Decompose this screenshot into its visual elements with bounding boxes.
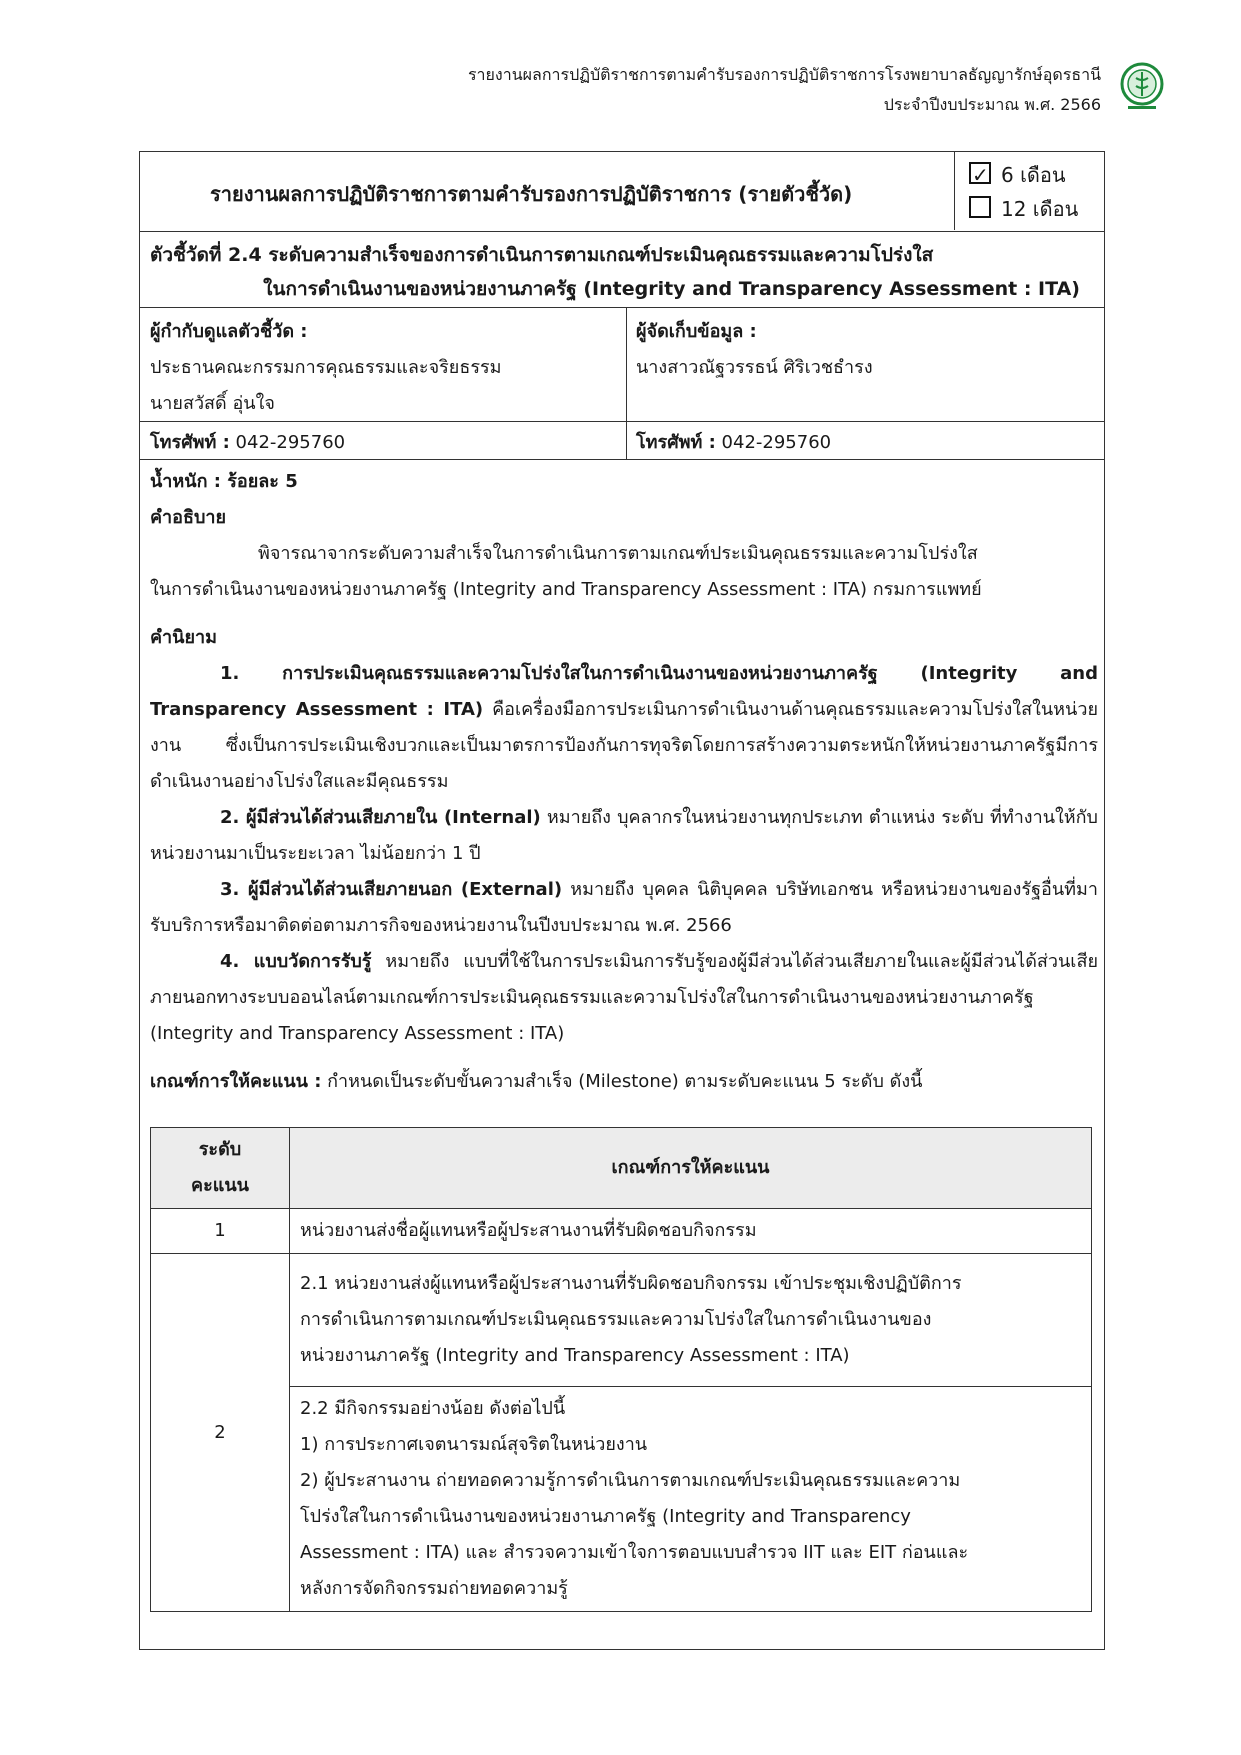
definition-term: 1. การประเมินคุณธรรมและความโปร่งใสในการดำเนินงานของหน่วยงานภาครัฐ (Integrity and Transparency Assessment : ITA) bbox=[150, 663, 1098, 720]
definition-1 bbox=[150, 656, 1098, 800]
criteria-cell bbox=[290, 1387, 1092, 1612]
description-line-1: พิจารณาจากระดับความสำเร็จในการดำเนินการตามเกณฑ์ประเมินคุณธรรมและความโปร่งใส bbox=[258, 543, 978, 564]
report-frame bbox=[139, 151, 1105, 1650]
phone-number: 042-295760 bbox=[229, 432, 346, 453]
criteria-line: 2.1 หน่วยงานส่งผู้แทนหรือผู้ประสานงานที่รับผิดชอบกิจกรรม เข้าประชุมเชิงปฏิบัติการ bbox=[300, 1273, 962, 1294]
scoring-table bbox=[150, 1127, 1092, 1612]
description-line-2: ในการดำเนินงานของหน่วยงานภาครัฐ (Integrity and Transparency Assessment : ITA) กรมการแพทย์ bbox=[150, 579, 982, 600]
criteria-line: การดำเนินการตามเกณฑ์ประเมินคุณธรรมและความโปร่งใสในการดำเนินงานของ bbox=[300, 1309, 932, 1330]
definition-text: หมายถึง แบบที่ใช้ในการประเมินการรับรู้ของผู้มีส่วนได้ส่วนเสียภายในและผู้มีส่วนได้ส่วนเสียภายนอกทางระบบออนไลน์ตามเกณฑ์การประเมินคุณธรรมและความโปร่งใสในการดำเนินงานของหน่วยงานภาครัฐ (Integrity and Transparency Assessment : ITA) bbox=[150, 951, 1098, 1044]
report-title: รายงานผลการปฏิบัติราชการตามคำรับรองการปฏิบัติราชการ (รายตัวชี้วัด) bbox=[210, 182, 853, 206]
description-heading: คำอธิบาย bbox=[150, 507, 227, 528]
collector-phone bbox=[636, 427, 831, 456]
column-divider bbox=[626, 308, 627, 421]
phone-row bbox=[140, 422, 1104, 460]
hospital-emblem-icon bbox=[1116, 60, 1168, 112]
definition-text: หมายถึง บุคคล นิติบุคคล บริษัทเอกชน หรือหน่วยงานของรัฐอื่นที่มารับบริการหรือมาติดต่อตามภารกิจของหน่วยงานในปีงบประมาณ พ.ศ. 2566 bbox=[150, 879, 1098, 936]
indicator-title-line-2: ในการดำเนินงานของหน่วยงานภาครัฐ (Integrity and Transparency Assessment : ITA) bbox=[263, 278, 1080, 300]
level-cell: 2 bbox=[151, 1254, 290, 1612]
scoring-intro bbox=[150, 1064, 1098, 1100]
level-cell: 1 bbox=[151, 1209, 290, 1254]
definition-text: คือเครื่องมือการประเมินการดำเนินงานด้านคุณธรรมและความโปร่งใสในหน่วยงาน ซึ่งเป็นการประเมินเชิงบวกและเป็นมาตรการป้องกันการทุจริตโดยการสร้างความตระหนักให้หน่วยงานภาครัฐมีการดำเนินงานอย่างโปร่งใสและมีคุณธรรม bbox=[150, 699, 1098, 792]
definition-term: 2. ผู้มีส่วนได้ส่วนเสียภายใน (Internal) bbox=[220, 807, 541, 828]
phone-label: โทรศัพท์ : bbox=[150, 432, 230, 453]
definition-term: 3. ผู้มีส่วนได้ส่วนเสียภายนอก (External) bbox=[220, 879, 563, 900]
header-line-2: ประจำปีงบประมาณ พ.ศ. 2566 bbox=[883, 95, 1101, 114]
definition-2 bbox=[150, 800, 1098, 872]
scoring-text: กำหนดเป็นระดับขั้นความสำเร็จ (Milestone) ตามระดับคะแนน 5 ระดับ ดังนี้ bbox=[321, 1071, 923, 1092]
criteria-cell: หน่วยงานส่งชื่อผู้แทนหรือผู้ประสานงานที่รับผิดชอบกิจกรรม bbox=[290, 1209, 1092, 1254]
level-header-line-1: ระดับ bbox=[198, 1139, 242, 1160]
weight: น้ำหนัก : ร้อยละ 5 bbox=[150, 471, 298, 492]
criteria-line: 2.2 มีกิจกรรมอย่างน้อย ดังต่อไปนี้ bbox=[300, 1398, 566, 1419]
collector-cell bbox=[636, 314, 873, 386]
title-row bbox=[140, 152, 1104, 232]
criteria-line: 1) การประกาศเจตนารมณ์สุจริตในหน่วยงาน bbox=[300, 1434, 648, 1455]
definition-text: หมายถึง บุคลากรในหน่วยงานทุกประเภท ตำแหน่ง ระดับ ที่ทำงานให้กับหน่วยงานมาเป็นระยะเวลา ไม่น้อยกว่า 1 ปี bbox=[150, 807, 1098, 864]
table-header-row bbox=[151, 1128, 1092, 1209]
supervisor-phone bbox=[150, 427, 345, 456]
checked-checkbox-icon[interactable] bbox=[969, 162, 991, 184]
criteria-line: Assessment : ITA) และ สำรวจความเข้าใจการตอบแบบสำรวจ IIT และ EIT ก่อนและ bbox=[300, 1542, 969, 1563]
scoring-label: เกณฑ์การให้คะแนน : bbox=[150, 1071, 322, 1092]
header-line-1: รายงานผลการปฏิบัติราชการตามคำรับรองการปฏิบัติราชการโรงพยาบาลธัญญารักษ์อุดรธานี bbox=[467, 65, 1101, 84]
level-column-header bbox=[151, 1128, 290, 1209]
definition-3 bbox=[150, 872, 1098, 944]
table-row bbox=[151, 1209, 1092, 1254]
supervisor-label: ผู้กำกับดูแลตัวชี้วัด : bbox=[150, 321, 308, 342]
document-header bbox=[468, 60, 1101, 120]
period-12-option[interactable] bbox=[969, 192, 1104, 226]
definitions-heading: คำนิยาม bbox=[150, 627, 217, 648]
period-selector bbox=[954, 152, 1104, 230]
responsible-persons-row bbox=[140, 308, 1104, 422]
definition-term: 4. แบบวัดการรับรู้ bbox=[220, 951, 372, 972]
phone-number: 042-295760 bbox=[715, 432, 832, 453]
period-6-label: 6 เดือน bbox=[1001, 163, 1066, 187]
criteria-line: 2) ผู้ประสานงาน ถ่ายทอดความรู้การดำเนินการตามเกณฑ์ประเมินคุณธรรมและความ bbox=[300, 1470, 961, 1491]
indicator-row bbox=[140, 232, 1104, 308]
criteria-line: หลังการจัดกิจกรรมถ่ายทอดความรู้ bbox=[300, 1578, 568, 1599]
period-12-label: 12 เดือน bbox=[1001, 197, 1079, 221]
supervisor-cell bbox=[150, 314, 502, 422]
criteria-line: หน่วยงานภาครัฐ (Integrity and Transparency Assessment : ITA) bbox=[300, 1345, 850, 1366]
table-row bbox=[151, 1254, 1092, 1387]
report-body bbox=[150, 464, 1098, 1100]
level-header-line-2: คะแนน bbox=[191, 1175, 249, 1196]
collector-name: นางสาวณัฐวรรธน์ ศิริเวชธำรง bbox=[636, 357, 873, 378]
collector-label: ผู้จัดเก็บข้อมูล : bbox=[636, 321, 757, 342]
column-divider bbox=[626, 422, 627, 459]
period-6-option[interactable] bbox=[969, 158, 1104, 192]
criteria-column-header: เกณฑ์การให้คะแนน bbox=[290, 1128, 1092, 1209]
criteria-cell bbox=[290, 1254, 1092, 1387]
supervisor-position: ประธานคณะกรรมการคุณธรรมและจริยธรรม bbox=[150, 357, 502, 378]
supervisor-name: นายสวัสดิ์ อุ่นใจ bbox=[150, 393, 275, 414]
empty-checkbox-icon[interactable] bbox=[969, 196, 991, 218]
definition-4 bbox=[150, 944, 1098, 1052]
indicator-title-line-1: ตัวชี้วัดที่ 2.4 ระดับความสำเร็จของการดำเนินการตามเกณฑ์ประเมินคุณธรรมและความโปร่งใส bbox=[150, 244, 934, 266]
criteria-line: โปร่งใสในการดำเนินงานของหน่วยงานภาครัฐ (Integrity and Transparency bbox=[300, 1506, 911, 1527]
table-row bbox=[151, 1387, 1092, 1612]
phone-label: โทรศัพท์ : bbox=[636, 432, 716, 453]
